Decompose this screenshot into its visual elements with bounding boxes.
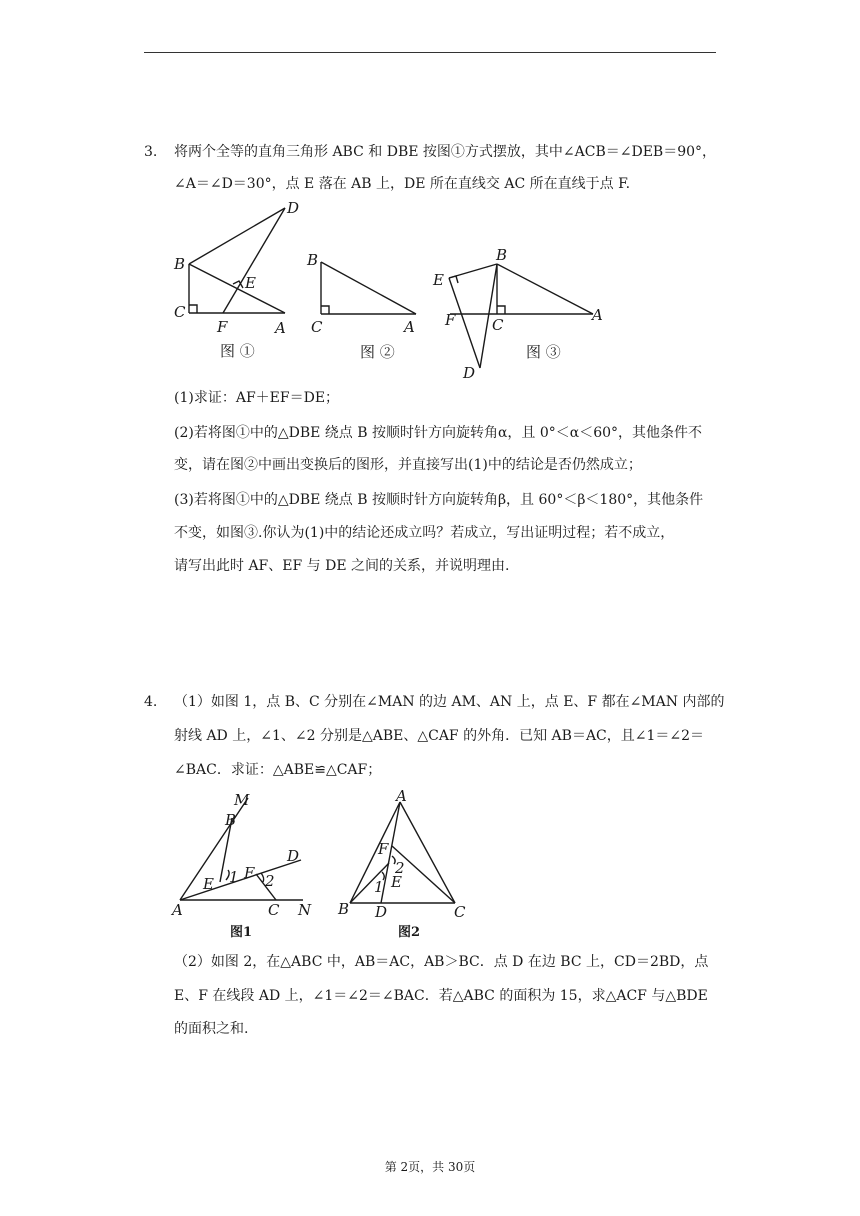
q4f2-label-c: C [454,903,466,921]
q4-line-1: （1）如图 1，点 B、C 分别在∠MAN 的边 AM、AN 上，点 E、F 都在∠MAN 内部的 [174,694,725,710]
q4-figure-2 [330,788,480,943]
fig1-label-d: D [287,199,300,217]
q3-figure-3 [430,240,615,390]
q3-sub2-line-2: 变，请在图②中画出变换后的图形，并直接写出(1)中的结论是否仍然成立； [174,457,642,473]
fig1-label-b: B [174,255,186,273]
fig1-label-a: A [275,319,286,337]
q4f1-label-c: C [268,901,280,919]
q4f1-caption: 图1 [230,925,253,940]
q3-sub3-line-1: (3)若将图①中的△DBE 绕点 B 按顺时针方向旋转角β，且 60°＜β＜180°，其他条件 [174,492,704,508]
page-footer: 第 2页，共 30页 [384,1160,476,1174]
fig2-label-a: A [404,318,415,336]
q4f2-label-b: B [338,900,350,918]
q4f2-label-e: E [391,873,402,891]
q4f1-label-e: E [203,875,214,893]
q3-line-2: ∠A＝∠D＝30°，点 E 落在 AB 上，DE 所在直线交 AC 所在直线于点 F. [174,176,631,192]
q4-part2-line-3: 的面积之和. [174,1021,249,1037]
q4-line-2: 射线 AD 上，∠1、∠2 分别是△ABE、△CAF 的外角．已知 AB＝AC，且∠1＝∠2＝ [174,728,705,744]
q3-line-1: 将两个全等的直角三角形 ABC 和 DBE 按图①方式摆放，其中∠ACB＝∠DEB＝90°， [174,144,717,160]
q4f1-label-m: M [234,791,250,809]
q4f2-label-1: 1 [374,878,384,896]
fig3-label-d: D [463,364,476,382]
fig1-label-c: C [174,303,186,321]
q4f2-label-d: D [375,903,388,921]
fig3-caption: 图 ③ [526,343,561,361]
q4-part2-line-2: E、F 在线段 AD 上，∠1＝∠2＝∠BAC．若△ABC 的面积为 15，求△ACF 与△BDE [174,988,708,1004]
fig3-label-b: B [496,246,508,264]
q4f1-label-n: N [298,901,312,919]
q4f2-label-a: A [396,788,407,805]
fig3-label-a: A [592,306,603,324]
q3-figure-2 [300,240,430,370]
q4f1-label-2: 2 [265,872,275,890]
fig2-caption: 图 ② [360,343,395,361]
fig3-label-c: C [492,316,504,334]
q3-sub3-line-3: 请写出此时 AF、EF 与 DE 之间的关系，并说明理由. [174,558,510,574]
fig1-caption: 图 ① [220,342,255,360]
fig2-label-c: C [311,318,323,336]
q4f1-label-a: A [172,901,183,919]
q3-sub1: (1)求证：AF＋EF＝DE； [174,390,340,406]
q4-part2-line-1: （2）如图 2，在△ABC 中，AB＝AC，AB＞BC．点 D 在边 BC 上，CD＝2BD，点 [174,954,709,970]
q4f1-label-f: F [244,864,255,882]
q4f2-caption: 图2 [398,925,421,940]
fig1-label-e: E [245,274,256,292]
fig3-label-e: E [433,271,444,289]
q3-sub2-line-1: (2)若将图①中的△DBE 绕点 B 按顺时针方向旋转角α，且 0°＜α＜60°，其他条件不 [174,425,703,441]
q4-number: 4. [144,694,158,710]
q4-line-3: ∠BAC．求证：△ABE≌△CAF； [174,762,382,778]
q4f1-label-b: B [225,811,237,829]
fig2-label-b: B [307,251,319,269]
q4-figure-1 [168,788,328,943]
q3-number: 3. [144,144,158,160]
header-rule [144,52,716,53]
q4f1-label-1: 1 [229,868,239,886]
q4f2-label-2: 2 [395,859,405,877]
q3-sub3-line-2: 不变，如图③.你认为(1)中的结论还成立吗？若成立，写出证明过程；若不成立， [174,525,675,541]
fig3-label-f: F [445,311,456,329]
fig1-label-f: F [217,318,228,336]
q4f2-label-f: F [378,840,389,858]
q4f1-label-d: D [287,847,300,865]
